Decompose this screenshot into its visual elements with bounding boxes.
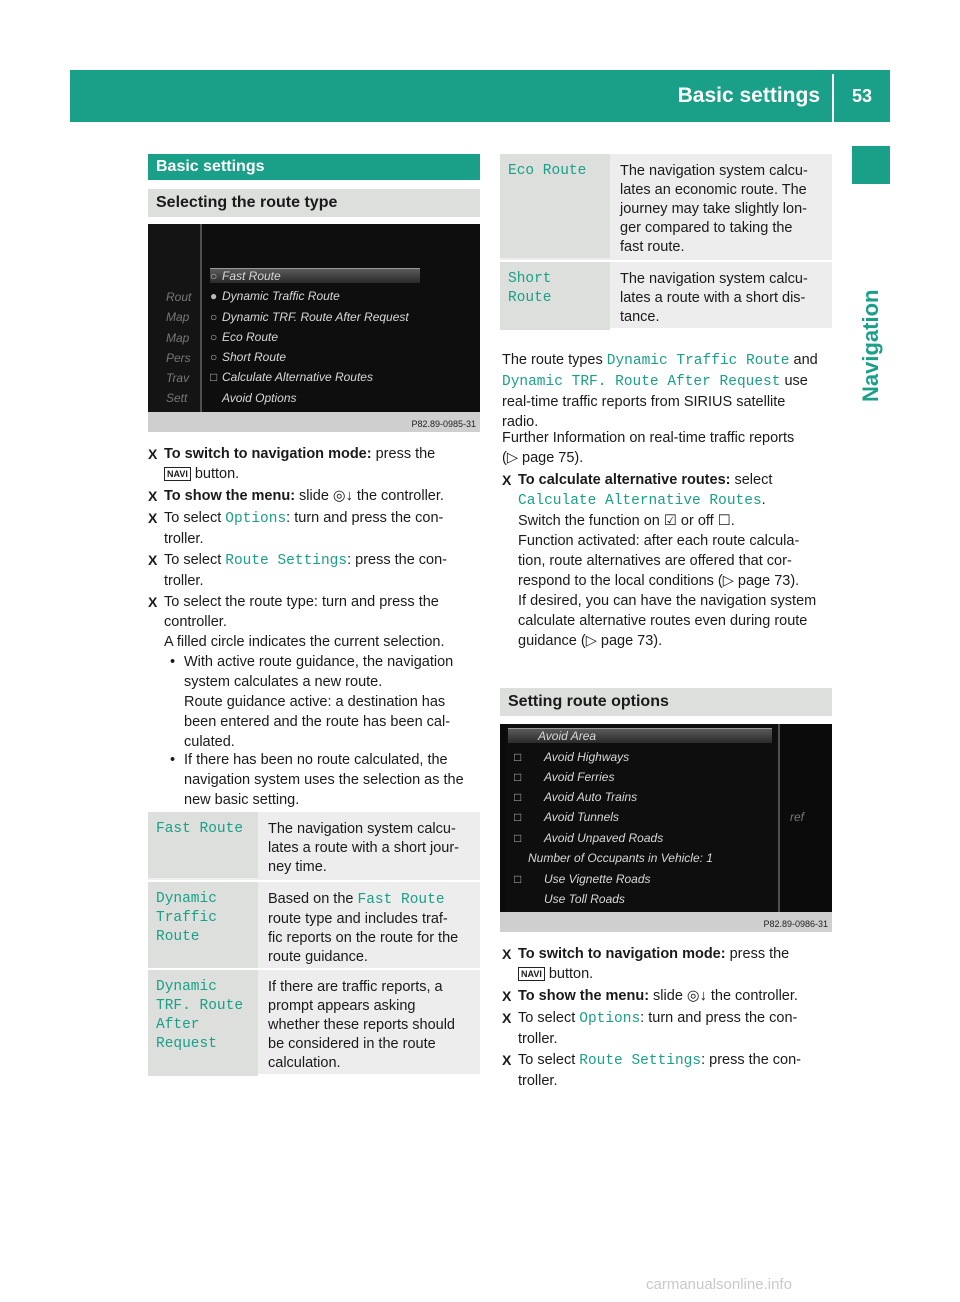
table-desc-line: ger compared to taking the bbox=[620, 220, 793, 236]
menu-item bbox=[514, 892, 625, 906]
bullet-item bbox=[170, 652, 482, 752]
menu-item-selected bbox=[508, 728, 772, 743]
menu-item-label: Dynamic TRF. Route After Request bbox=[222, 310, 409, 324]
step-text: troller. bbox=[164, 573, 204, 589]
para-text: use bbox=[780, 373, 808, 389]
table-key-line: Route bbox=[508, 290, 552, 306]
menu-term: Options bbox=[579, 1011, 641, 1027]
screen-left-word: Rout bbox=[166, 290, 192, 304]
step-item bbox=[148, 592, 482, 652]
page-number: 53 bbox=[851, 86, 872, 106]
menu-item-label: Avoid Auto Trains bbox=[544, 790, 638, 804]
menu-item: □ Avoid Auto Trains bbox=[514, 790, 638, 804]
menu-item: ○ Eco Route bbox=[210, 330, 279, 344]
step-bold: To show the menu: bbox=[164, 488, 296, 504]
menu-item: □ Avoid Unpaved Roads bbox=[514, 831, 664, 845]
side-tab-marker bbox=[852, 146, 890, 184]
menu-item-label: Calculate Alternative Routes bbox=[222, 370, 373, 384]
menu-item: □ Calculate Alternative Routes bbox=[210, 370, 373, 384]
menu-item-label: Fast Route bbox=[222, 269, 281, 283]
step-text: : press the con- bbox=[701, 1052, 802, 1068]
bullet-item bbox=[170, 750, 482, 810]
subsection-heading: Selecting the route type bbox=[148, 189, 480, 217]
table-desc-line: ney time. bbox=[268, 859, 327, 875]
step-text: Switch the function on bbox=[518, 513, 664, 529]
menu-item-label: Dynamic Traffic Route bbox=[222, 289, 340, 303]
menu-item-label: Use Vignette Roads bbox=[544, 872, 651, 886]
table-row bbox=[500, 154, 832, 258]
controller-slide-icon: ◎↓ bbox=[686, 988, 707, 1004]
step-arrow-icon: X bbox=[148, 488, 158, 504]
screen-menu bbox=[200, 224, 480, 412]
step-text: press the bbox=[371, 446, 436, 462]
step-text: A filled circle indicates the current selection. bbox=[164, 634, 445, 650]
step-item bbox=[148, 486, 482, 506]
footer-watermark-link[interactable]: carmanualsonline.info bbox=[646, 1276, 792, 1293]
screen-left-word: Map bbox=[166, 331, 190, 345]
menu-term: Dynamic TRF. Route After Request bbox=[502, 374, 781, 390]
step-text: respond to the local conditions (▷ page 73). bbox=[518, 573, 800, 589]
table-row bbox=[500, 260, 832, 330]
bullet-dot-icon: • bbox=[170, 752, 176, 768]
step-text: guidance (▷ page 73). bbox=[518, 633, 663, 649]
step-text: tion, route alternatives are offered that cor- bbox=[518, 553, 792, 569]
table-key bbox=[156, 820, 243, 839]
table-desc-line: route guidance. bbox=[268, 949, 368, 965]
table-key-line: Request bbox=[156, 1036, 217, 1052]
step-arrow-icon: X bbox=[148, 510, 158, 526]
menu-item: □ Avoid Highways bbox=[514, 750, 630, 764]
table-desc-line: route type and includes traf- bbox=[268, 911, 448, 927]
table-key-line: Dynamic bbox=[156, 891, 217, 907]
step-text: select bbox=[730, 472, 773, 488]
menu-item: ○ Short Route bbox=[210, 350, 287, 364]
table-desc-line: lates a route with a short dis- bbox=[620, 290, 806, 306]
menu-item: ○ Dynamic TRF. Route After Request bbox=[210, 310, 409, 324]
step-text: To select bbox=[518, 1052, 580, 1068]
menu-term: Fast Route bbox=[357, 892, 445, 908]
table-key-cell bbox=[148, 812, 258, 878]
menu-item-selected: ○ Fast Route bbox=[210, 268, 420, 283]
step-text: or off bbox=[676, 513, 718, 529]
route-types-paragraph bbox=[502, 350, 836, 432]
menu-item-label: Avoid Area bbox=[538, 729, 597, 743]
bullet-text: navigation system uses the selection as the bbox=[184, 772, 464, 788]
menu-item: □ Use Vignette Roads bbox=[514, 872, 651, 886]
step-text: button. bbox=[544, 966, 594, 982]
step-text: slide bbox=[649, 988, 687, 1004]
table-key bbox=[508, 270, 552, 308]
step-arrow-icon: X bbox=[502, 988, 512, 1004]
table-desc-cell bbox=[620, 162, 826, 257]
step-arrow-icon: X bbox=[148, 594, 158, 610]
table-desc-line: whether these reports should bbox=[268, 1017, 455, 1033]
step-text: To select the route type: turn and press the bbox=[164, 594, 439, 610]
step-text: the controller. bbox=[706, 988, 798, 1004]
bullet-text: system calculates a new route. bbox=[184, 674, 383, 690]
table-row bbox=[148, 968, 480, 1076]
step-text: To select bbox=[164, 510, 226, 526]
table-key-line: Dynamic bbox=[156, 979, 217, 995]
step-text: To select bbox=[164, 552, 226, 568]
table-desc-line: Based on the bbox=[268, 891, 358, 907]
step-item bbox=[502, 470, 836, 651]
step-text: To select bbox=[518, 1010, 580, 1026]
step-arrow-icon: X bbox=[502, 946, 512, 962]
step-arrow-icon: X bbox=[148, 446, 158, 462]
screen-footer bbox=[500, 912, 832, 932]
bullet-text: Route guidance active: a destination has bbox=[184, 694, 446, 710]
step-text: button. bbox=[190, 466, 240, 482]
table-desc-line: fast route. bbox=[620, 239, 685, 255]
step-text: : turn and press the con- bbox=[286, 510, 444, 526]
step-bold: To switch to navigation mode: bbox=[164, 446, 372, 462]
screen-footer bbox=[148, 412, 480, 432]
step-item bbox=[502, 1050, 836, 1091]
checkbox-off-icon: ☐ bbox=[717, 513, 731, 529]
step-arrow-icon: X bbox=[502, 472, 512, 488]
screen-route-options bbox=[500, 724, 832, 932]
table-key-line: Eco Route bbox=[508, 163, 587, 179]
step-item bbox=[148, 550, 482, 591]
table-key bbox=[508, 162, 586, 181]
header-divider bbox=[832, 74, 834, 122]
table-desc-line: fic reports on the route for the bbox=[268, 930, 459, 946]
controller-slide-icon: ◎↓ bbox=[332, 488, 353, 504]
bullet-text: If there has been no route calculated, the bbox=[184, 752, 448, 768]
screen-left-word: Map bbox=[166, 310, 190, 324]
step-item bbox=[148, 444, 482, 484]
side-tab-label: Navigation bbox=[858, 289, 883, 402]
bullet-text: With active route guidance, the navigation bbox=[184, 654, 454, 670]
step-text: troller. bbox=[518, 1073, 558, 1089]
table-desc-line: be considered in the route bbox=[268, 1036, 436, 1052]
header-title: Basic settings bbox=[677, 84, 820, 107]
table-key bbox=[156, 890, 217, 947]
subsection-heading: Setting route options bbox=[500, 688, 832, 716]
screen-left-word: Pers bbox=[166, 351, 191, 365]
table-key bbox=[156, 978, 243, 1054]
step-item bbox=[502, 986, 836, 1006]
menu-item-label: Eco Route bbox=[222, 330, 279, 344]
table-key-cell bbox=[148, 882, 258, 968]
step-arrow-icon: X bbox=[148, 552, 158, 568]
menu-item bbox=[210, 391, 297, 405]
para-text: real-time traffic reports from SIRIUS satellite bbox=[502, 394, 786, 410]
menu-item: □ Avoid Tunnels bbox=[514, 810, 619, 824]
table-row bbox=[148, 880, 480, 968]
menu-item-label: Number of Occupants in Vehicle: 1 bbox=[528, 851, 713, 865]
menu-term: Calculate Alternative Routes bbox=[518, 493, 762, 509]
para-text: Further Information on real-time traffic reports bbox=[502, 430, 795, 446]
table-desc-line: The navigation system calcu- bbox=[620, 163, 808, 179]
menu-term: Options bbox=[225, 511, 287, 527]
table-desc-cell bbox=[620, 270, 826, 327]
menu-item-label: Avoid Ferries bbox=[544, 770, 615, 784]
menu-term: Route Settings bbox=[579, 1053, 702, 1069]
navi-key-icon: NAVI bbox=[164, 467, 191, 481]
table-key-line: Route bbox=[156, 929, 200, 945]
table-desc-line: If there are traffic reports, a bbox=[268, 979, 443, 995]
table-desc-line: tance. bbox=[620, 309, 660, 325]
table-key-line: Short bbox=[508, 271, 552, 287]
menu-item: ● Dynamic Traffic Route bbox=[210, 289, 340, 303]
step-text: press the bbox=[725, 946, 790, 962]
screen-left-word: Trav bbox=[166, 371, 190, 385]
navi-key-icon: NAVI bbox=[518, 967, 545, 981]
para-text: and bbox=[789, 352, 818, 368]
table-key-line: TRF. Route bbox=[156, 998, 244, 1014]
step-item bbox=[148, 508, 482, 549]
bullet-text: new basic setting. bbox=[184, 792, 300, 808]
step-text: If desired, you can have the navigation system bbox=[518, 593, 817, 609]
image-code: P82.89-0985-31 bbox=[411, 419, 476, 429]
step-text: . bbox=[761, 492, 766, 508]
table-desc-cell bbox=[268, 890, 474, 967]
bullet-dot-icon: • bbox=[170, 654, 176, 670]
table-key-line: Fast Route bbox=[156, 821, 244, 837]
step-text: : press the con- bbox=[347, 552, 448, 568]
table-key-line: Traffic bbox=[156, 910, 217, 926]
table-desc-line: lates a route with a short jour- bbox=[268, 840, 460, 856]
screen-menu bbox=[506, 724, 780, 912]
step-item bbox=[502, 1008, 836, 1049]
table-desc-cell bbox=[268, 978, 474, 1073]
checkbox-on-icon: ☑ bbox=[663, 513, 677, 529]
route-type-table-continued bbox=[500, 154, 832, 328]
menu-item bbox=[528, 851, 713, 865]
menu-item-label: Short Route bbox=[222, 350, 287, 364]
step-text: troller. bbox=[164, 531, 204, 547]
menu-term: Route Settings bbox=[225, 553, 348, 569]
step-text: slide bbox=[295, 488, 333, 504]
step-text: calculate alternative routes even during route bbox=[518, 613, 808, 629]
table-desc-line: lates an economic route. The bbox=[620, 182, 807, 198]
table-desc-line: prompt appears asking bbox=[268, 998, 416, 1014]
bullet-text: been entered and the route has been cal- bbox=[184, 714, 451, 730]
step-text: troller. bbox=[518, 1031, 558, 1047]
further-info-paragraph bbox=[502, 428, 836, 468]
screen-route-type bbox=[148, 224, 480, 432]
para-text: The route types bbox=[502, 352, 607, 368]
menu-term: Dynamic Traffic Route bbox=[606, 353, 790, 369]
table-desc-line: calculation. bbox=[268, 1055, 341, 1071]
table-desc-line: The navigation system calcu- bbox=[620, 271, 808, 287]
page-reference-link[interactable]: (▷ page 75). bbox=[502, 450, 584, 466]
route-type-table bbox=[148, 812, 480, 1074]
step-bold: To switch to navigation mode: bbox=[518, 946, 726, 962]
step-text: the controller. bbox=[352, 488, 444, 504]
menu-item-label: Avoid Unpaved Roads bbox=[544, 831, 664, 845]
screen-side-word: ref bbox=[790, 810, 805, 824]
bullet-text: culated. bbox=[184, 734, 235, 750]
step-arrow-icon: X bbox=[502, 1052, 512, 1068]
step-bold: To show the menu: bbox=[518, 988, 650, 1004]
step-bold: To calculate alternative routes: bbox=[518, 472, 731, 488]
step-text: Function activated: after each route calcula- bbox=[518, 533, 800, 549]
page-header bbox=[70, 70, 890, 122]
menu-item-label: Avoid Highways bbox=[544, 750, 630, 764]
menu-item-label: Avoid Options bbox=[222, 391, 297, 405]
menu-item-label: Use Toll Roads bbox=[544, 892, 625, 906]
menu-item-label: Avoid Tunnels bbox=[544, 810, 619, 824]
step-item bbox=[502, 944, 836, 984]
section-heading: Basic settings bbox=[148, 154, 480, 180]
para-text: radio. bbox=[502, 414, 539, 430]
table-key-cell bbox=[500, 262, 610, 330]
screen-left-word: Sett bbox=[166, 391, 188, 405]
table-desc-cell bbox=[268, 820, 474, 877]
table-key-cell bbox=[500, 154, 610, 258]
table-key-line: After bbox=[156, 1017, 200, 1033]
step-text: controller. bbox=[164, 614, 227, 630]
table-key-cell bbox=[148, 970, 258, 1076]
table-row bbox=[148, 812, 480, 878]
step-arrow-icon: X bbox=[502, 1010, 512, 1026]
step-text: : turn and press the con- bbox=[640, 1010, 798, 1026]
image-code: P82.89-0986-31 bbox=[763, 919, 828, 929]
step-text: . bbox=[730, 513, 735, 529]
table-desc-line: The navigation system calcu- bbox=[268, 821, 456, 837]
table-desc-line: journey may take slightly lon- bbox=[620, 201, 807, 217]
menu-item: □ Avoid Ferries bbox=[514, 770, 615, 784]
